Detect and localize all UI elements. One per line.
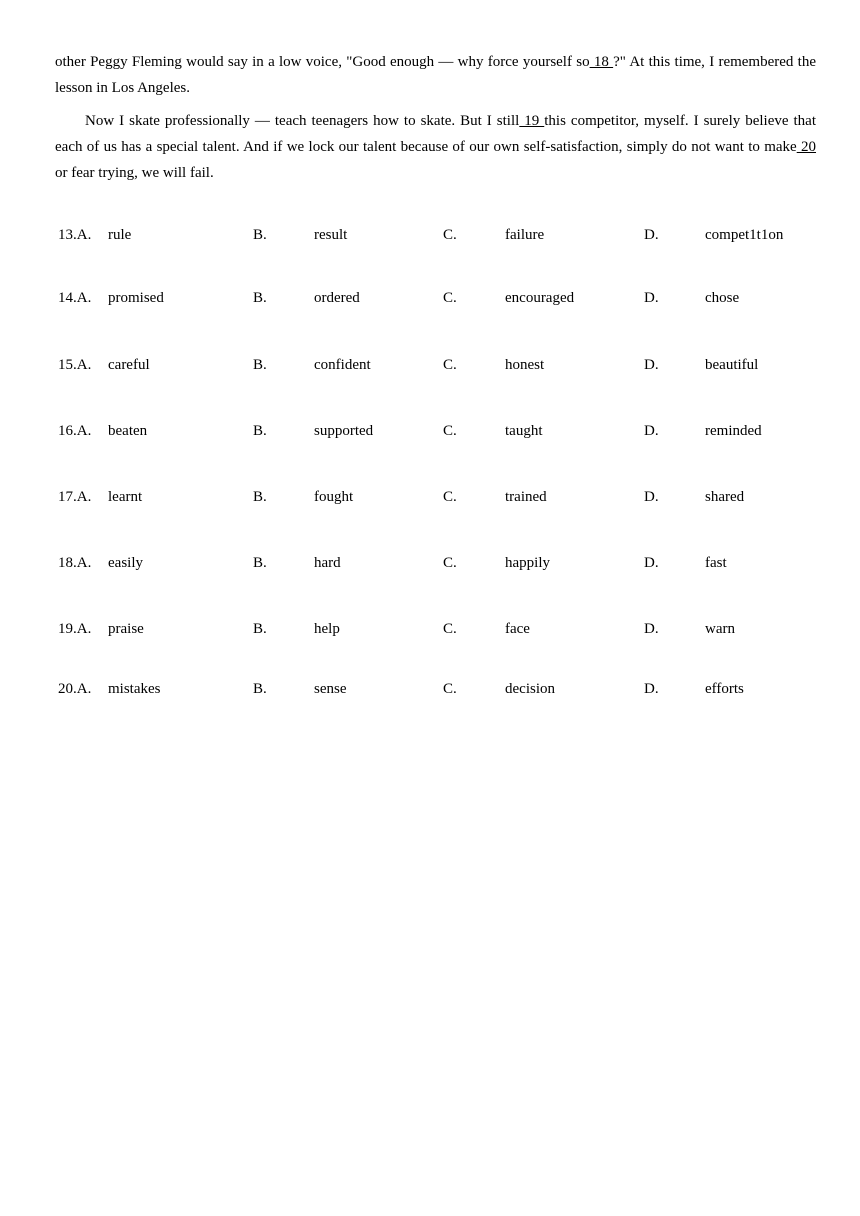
option-a-text: beaten <box>108 423 148 439</box>
question-row <box>0 420 860 442</box>
option-a-text: mistakes <box>108 681 161 697</box>
option-b-label: B. <box>253 555 267 571</box>
option-a-text: careful <box>108 357 150 373</box>
option-d-text: warn <box>705 621 735 637</box>
blank-20: 20 <box>796 139 817 155</box>
option-b-text: result <box>314 227 348 243</box>
option-d-label: D. <box>644 489 659 505</box>
question-number: 19.A. <box>58 621 92 637</box>
blank-19: 19 <box>519 113 545 129</box>
question-row <box>0 618 860 640</box>
option-d-label: D. <box>644 357 659 373</box>
option-b-label: B. <box>253 489 267 505</box>
option-b-text: help <box>314 621 340 637</box>
option-b-label: B. <box>253 681 267 697</box>
paragraph-text: or fear trying, we will fail. <box>55 165 214 181</box>
question-number: 16.A. <box>58 423 92 439</box>
question-number: 18.A. <box>58 555 92 571</box>
option-c-text: happily <box>505 555 550 571</box>
option-c-label: C. <box>443 357 457 373</box>
option-d-text: beautiful <box>705 357 759 373</box>
option-a-text: praise <box>108 621 144 637</box>
option-d-label: D. <box>644 227 659 243</box>
question-number: 17.A. <box>58 489 92 505</box>
question-row <box>0 354 860 376</box>
option-d-text: shared <box>705 489 745 505</box>
option-d-label: D. <box>644 423 659 439</box>
question-number: 14.A. <box>58 290 92 306</box>
option-d-text: fast <box>705 555 727 571</box>
question-row <box>0 287 860 309</box>
option-c-label: C. <box>443 290 457 306</box>
option-b-label: B. <box>253 621 267 637</box>
paragraph-1 <box>55 49 816 101</box>
question-row <box>0 224 860 246</box>
question-row <box>0 486 860 508</box>
blank-18: 18 <box>589 54 614 70</box>
paragraph-text: other Peggy Fleming would say in a low voice, "Good enough — why force yourself so <box>55 54 590 70</box>
option-c-text: encouraged <box>505 290 575 306</box>
option-b-label: B. <box>253 227 267 243</box>
option-d-label: D. <box>644 621 659 637</box>
option-c-label: C. <box>443 227 457 243</box>
option-b-label: B. <box>253 423 267 439</box>
option-b-text: ordered <box>314 290 360 306</box>
option-c-text: taught <box>505 423 543 439</box>
option-d-text: compet1t1on <box>705 227 784 243</box>
option-c-text: trained <box>505 489 547 505</box>
option-b-label: B. <box>253 357 267 373</box>
option-d-text: efforts <box>705 681 744 697</box>
option-c-label: C. <box>443 621 457 637</box>
passage <box>55 49 816 186</box>
option-c-label: C. <box>443 489 457 505</box>
option-d-label: D. <box>644 290 659 306</box>
option-b-label: B. <box>253 290 267 306</box>
option-a-text: promised <box>108 290 164 306</box>
paragraph-text: Now I skate professionally — teach teenagers how to skate. But I still <box>85 113 520 129</box>
question-row <box>0 552 860 574</box>
option-b-text: supported <box>314 423 374 439</box>
question-number: 15.A. <box>58 357 92 373</box>
option-c-label: C. <box>443 681 457 697</box>
option-d-text: reminded <box>705 423 762 439</box>
option-a-text: rule <box>108 227 132 243</box>
option-c-label: C. <box>443 423 457 439</box>
option-b-text: sense <box>314 681 347 697</box>
option-a-text: easily <box>108 555 143 571</box>
option-c-text: honest <box>505 357 545 373</box>
option-c-text: decision <box>505 681 555 697</box>
paragraph-text: ?" At this time, I remembered the lesson in Los Angeles. <box>55 54 817 96</box>
option-c-text: face <box>505 621 530 637</box>
paragraph-text: this competitor, myself. I surely believe that each of us has a special talent. And if we lock our talent because of our own self-satisfaction, simply do not want to make <box>55 113 816 155</box>
question-number: 13.A. <box>58 227 92 243</box>
option-b-text: hard <box>314 555 341 571</box>
question-row <box>0 678 860 700</box>
option-d-text: chose <box>705 290 740 306</box>
option-a-text: learnt <box>108 489 143 505</box>
option-b-text: fought <box>314 489 354 505</box>
option-c-label: C. <box>443 555 457 571</box>
option-d-label: D. <box>644 555 659 571</box>
option-d-label: D. <box>644 681 659 697</box>
option-c-text: failure <box>505 227 545 243</box>
question-number: 20.A. <box>58 681 92 697</box>
option-b-text: confident <box>314 357 371 373</box>
paragraph-2 <box>55 108 816 186</box>
